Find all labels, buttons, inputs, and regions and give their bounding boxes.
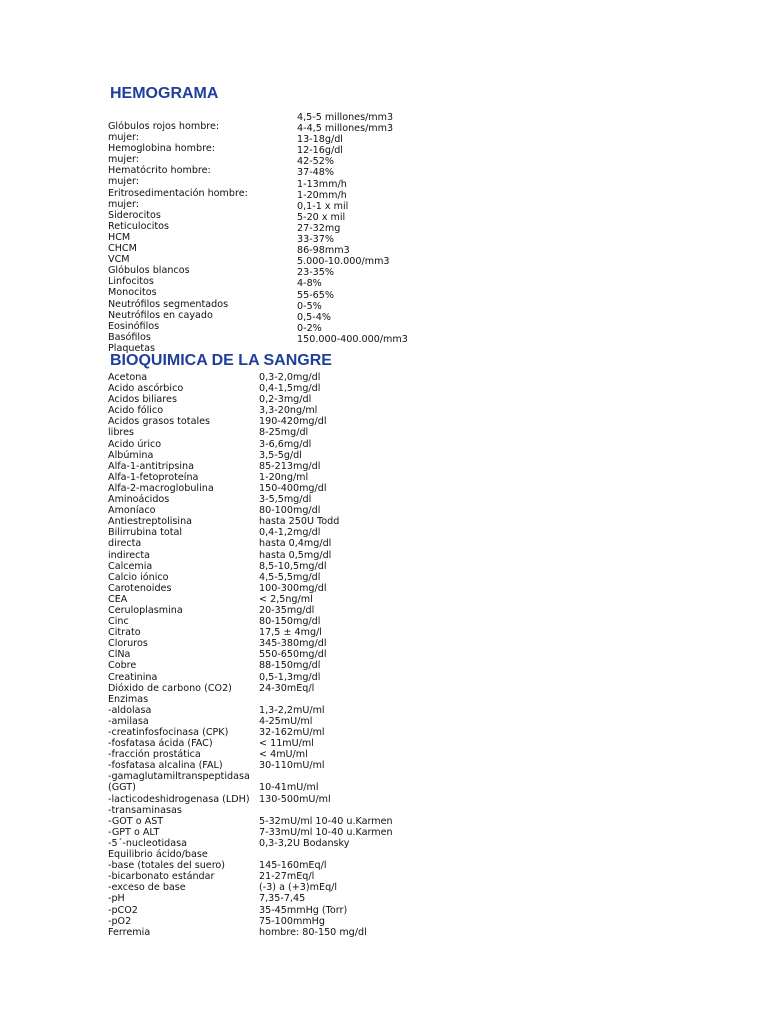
bioquimica-value: 3-5,5mg/dl [259,494,312,506]
bioquimica-label: -fosfatasa alcalina (FAL) [108,760,223,772]
hemograma-label: Basófilos [108,331,151,343]
bioquimica-value: 4,5-5,5mg/dl [259,571,321,583]
bioquimica-label: Amoníaco [108,505,156,517]
bioquimica-value: hombre: 80-150 mg/dl [259,926,367,938]
bioquimica-label: -5´-nucleotidasa [108,837,187,849]
hemograma-value: 27-32mg [297,222,341,234]
hemograma-value: 4-4,5 millones/mm3 [297,123,394,135]
hemograma-label: Linfocitos [108,276,154,288]
bioquimica-label: Bilirrubina total [108,527,183,539]
bioquimica-label: -pCO2 [108,904,138,916]
hemograma-label: mujer: [108,132,140,144]
bioquimica-value: 145-160mEq/l [259,860,327,872]
hemograma-label: VCM [108,254,130,266]
bioquimica-value: 75-100mmHg [259,915,325,927]
bioquimica-label: Antiestreptolisina [108,516,193,528]
hemograma-label: Glóbulos rojos hombre: [108,121,220,132]
bioquimica-value: 3,5-5g/dl [259,449,302,461]
hemograma-value: 13-18g/dl [297,134,343,146]
hemograma-label: Eosinófilos [108,320,160,332]
bioquimica-label: Cinc [108,616,129,628]
bioquimica-heading: BIOQUIMICA DE LA SANGRE [110,352,332,369]
bioquimica-label: -gamaglutamiltranspeptidasa [108,771,250,783]
bioquimica-label: -amilasa [108,715,149,727]
bioquimica-value: 190-420mg/dl [259,416,327,428]
bioquimica-value: 100-300mg/dl [259,582,327,594]
bioquimica-value: 20-35mg/dl [259,604,315,616]
hemograma-value: 23-35% [297,267,334,279]
hemograma-value: 5-20 x mil [297,211,346,223]
bioquimica-label: Acidos biliares [108,394,177,406]
bioquimica-label: Carotenoides [108,582,172,594]
bioquimica-value: 21-27mEq/l [259,871,315,883]
bioquimica-value: 0,3-3,2U Bodansky [259,837,350,849]
bioquimica-value: 35-45mmHg (Torr) [259,904,348,916]
bioquimica-label: -aldolasa [108,704,152,716]
hemograma-label: Hemoglobina hombre: [108,143,215,155]
hemograma-label: Plaquetas [108,342,156,354]
bioquimica-label: Acido fólico [108,405,164,417]
bioquimica-label: Cloruros [108,638,148,650]
bioquimica-value: 0,3-2,0mg/dl [259,372,321,383]
bioquimica-label: Equilibrio ácido/base [108,849,208,861]
bioquimica-value: 3,3-20ng/ml [259,405,318,417]
bioquimica-value: hasta 0,5mg/dl [259,549,332,561]
bioquimica-label: directa [108,538,142,550]
bioquimica-value: 7,35-7,45 [259,893,306,905]
bioquimica-label: Alfa-1-fetoproteína [108,471,199,483]
bioquimica-label: Cobre [108,660,137,672]
hemograma-value: 33-37% [297,234,334,246]
bioquimica-label: -bicarbonato estándar [108,871,215,883]
hemograma-label-column [108,121,248,354]
bioquimica-label: Acidos grasos totales [108,416,211,428]
bioquimica-label: -GOT o AST [108,815,164,827]
bioquimica-label: -base (totales del suero) [108,860,226,872]
hemograma-value: 86-98mm3 [297,245,350,257]
bioquimica-value: hasta 0,4mg/dl [259,538,332,550]
bioquimica-label: -fosfatasa ácida (FAC) [108,738,213,750]
bioquimica-label: Enzimas [108,693,149,705]
bioquimica-value: 80-150mg/dl [259,616,321,628]
hemograma-value: 42-52% [297,156,334,168]
hemograma-value: 0,1-1 x mil [297,200,349,212]
bioquimica-value: 1,3-2,2mU/ml [259,704,325,716]
bioquimica-value: 4-25mU/ml [259,715,313,727]
bioquimica-label: indirecta [108,549,151,561]
hemograma-value: 5.000-10.000/mm3 [297,256,390,268]
bioquimica-label: Dióxido de carbono (CO2) [108,682,232,694]
bioquimica-value: < 2,5ng/ml [259,593,313,605]
bioquimica-label: -transaminasas [108,804,182,816]
bioquimica-value: 0,5-1,3mg/dl [259,671,321,683]
bioquimica-value: 88-150mg/dl [259,660,321,672]
bioquimica-value: 0,4-1,5mg/dl [259,383,321,395]
hemograma-value: 55-65% [297,289,334,301]
bioquimica-label: -pH [108,893,125,905]
bioquimica-value: 10-41mU/ml [259,782,319,794]
hemograma-heading: HEMOGRAMA [110,85,219,102]
hemograma-value: 0-5% [297,300,322,312]
bioquimica-value: 550-650mg/dl [259,649,327,661]
hemograma-label: Reticulocitos [108,220,170,232]
bioquimica-label: -pO2 [108,915,132,927]
bioquimica-value: 3-6,6mg/dl [259,438,312,450]
hemograma-value-column [297,112,408,345]
bioquimica-label: Alfa-2-macroglobulina [108,482,214,494]
bioquimica-value: hasta 250U Todd [259,516,340,528]
hemograma-value: 4-8% [297,278,322,290]
hemograma-label: mujer: [108,154,140,166]
bioquimica-value: 8-25mg/dl [259,427,309,439]
hemograma-value: 1-20mm/h [297,189,347,201]
hemograma-value: 37-48% [297,167,334,179]
bioquimica-value: 80-100mg/dl [259,505,321,517]
hemograma-label: Siderocitos [108,209,161,221]
bioquimica-label: Acetona [108,372,148,383]
bioquimica-value: 17,5 ± 4mg/l [259,627,322,639]
hemograma-label: Glóbulos blancos [108,265,190,277]
bioquimica-value [259,849,393,860]
bioquimica-label: CEA [108,593,128,605]
bioquimica-label: Albúmina [108,449,154,461]
bioquimica-label: Ferremia [108,926,151,938]
bioquimica-label: -exceso de base [108,882,186,894]
bioquimica-value: < 4mU/ml [259,749,308,761]
bioquimica-value: 1-20ng/ml [259,471,309,483]
bioquimica-label: Calcemia [108,560,153,572]
hemograma-value: 150.000-400.000/mm3 [297,333,408,345]
bioquimica-value-column [259,372,393,938]
hemograma-value: 12-16g/dl [297,145,343,157]
hemograma-label: Neutrófilos en cayado [108,309,213,321]
bioquimica-label: -lacticodeshidrogenasa (LDH) [108,793,250,805]
hemograma-label: CHCM [108,243,137,255]
bioquimica-value [259,694,393,705]
bioquimica-value: 0,2-3mg/dl [259,394,312,406]
bioquimica-label: Aminoácidos [108,494,170,506]
bioquimica-value: 8,5-10,5mg/dl [259,560,327,572]
bioquimica-label: Ceruloplasmina [108,604,183,616]
bioquimica-label: -GPT o ALT [108,826,160,838]
bioquimica-label: (GGT) [108,782,136,794]
bioquimica-label: Acido úrico [108,438,162,450]
bioquimica-value: 0,4-1,2mg/dl [259,527,321,539]
bioquimica-label: Creatinina [108,671,158,683]
bioquimica-value [259,805,393,816]
hemograma-label: Neutrófilos segmentados [108,298,229,310]
hemograma-label: Hematócrito hombre: [108,165,211,177]
bioquimica-value: 7-33mU/ml 10-40 u.Karmen [259,826,393,838]
hemograma-label: HCM [108,231,131,243]
bioquimica-label-column [108,372,250,938]
bioquimica-label: -creatinfosfocinasa (CPK) [108,727,229,738]
bioquimica-value: 24-30mEq/l [259,682,315,694]
hemograma-label: Eritrosedimentación hombre: [108,187,248,199]
bioquimica-value: 345-380mg/dl [259,638,327,650]
bioquimica-label: Alfa-1-antitripsina [108,460,194,472]
hemograma-label: Monocitos [108,287,157,299]
bioquimica-value: 150-400mg/dl [259,482,327,494]
bioquimica-label: -fracción prostática [108,749,201,761]
bioquimica-label: Acido ascórbico [108,383,184,395]
bioquimica-value: < 11mU/ml [259,738,314,750]
bioquimica-value: 5-32mU/ml 10-40 u.Karmen [259,815,393,827]
hemograma-value: 0,5-4% [297,311,331,323]
bioquimica-value: (-3) a (+3)mEq/l [259,882,338,894]
hemograma-value: 4,5-5 millones/mm3 [297,112,394,123]
bioquimica-value: 30-110mU/ml [259,760,325,772]
bioquimica-label: Citrato [108,627,141,639]
bioquimica-value [259,771,393,782]
hemograma-value: 1-13mm/h [297,178,347,190]
hemograma-label: mujer: [108,176,140,188]
bioquimica-label: Calcio iónico [108,571,169,583]
bioquimica-value: 85-213mg/dl [259,460,321,472]
hemograma-value: 0-2% [297,322,322,334]
hemograma-label: mujer: [108,198,140,210]
bioquimica-label: ClNa [108,649,131,661]
bioquimica-value: 32-162mU/ml [259,727,325,738]
bioquimica-label: libres [108,427,135,439]
bioquimica-value: 130-500mU/ml [259,793,331,805]
